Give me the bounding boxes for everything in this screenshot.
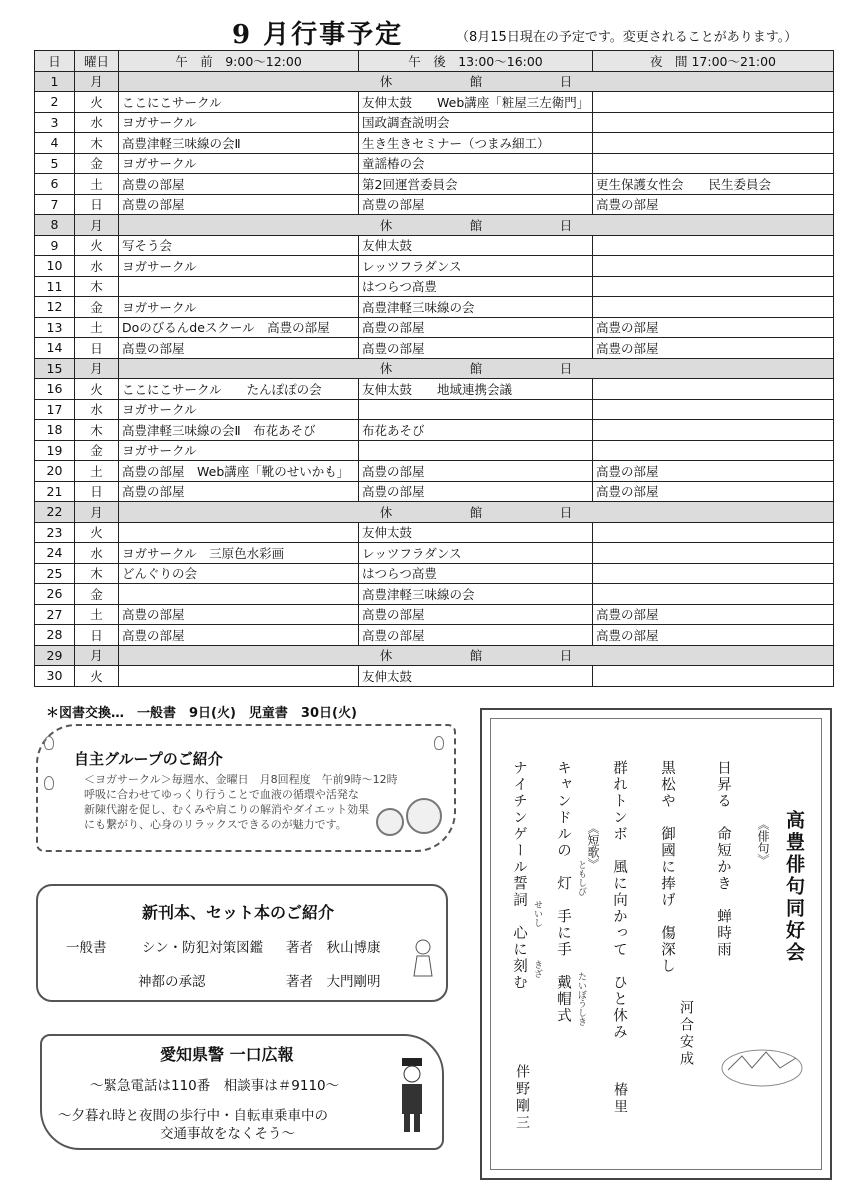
morning-cell: ヨガサークル: [119, 153, 359, 174]
day-cell: 29: [35, 645, 75, 666]
night-cell: [593, 522, 834, 543]
weekday-cell: 木: [75, 563, 119, 584]
group-intro-box: [36, 724, 456, 852]
weekday-cell: 金: [75, 153, 119, 174]
book-author: 著者 秋山博康: [286, 940, 381, 956]
weekday-cell: 土: [75, 317, 119, 338]
day-cell: 7: [35, 194, 75, 215]
night-cell: [593, 276, 834, 297]
haiku-line: 日昇る 命短かき 蝉時雨: [715, 760, 731, 958]
day-cell: 10: [35, 256, 75, 277]
day-cell: 23: [35, 522, 75, 543]
schedule-row: [35, 338, 834, 359]
night-cell: [593, 666, 834, 687]
closed-label: [341, 361, 611, 376]
schedule-row: [35, 666, 834, 687]
day-cell: 11: [35, 276, 75, 297]
intro-line: 新陳代謝を促し、むくみや肩こりの解消やダイエット効果: [84, 803, 370, 816]
morning-cell: 高豊の部屋: [119, 194, 359, 215]
schedule-row: [35, 256, 834, 277]
haiku-club-title: 高豊俳句同好会: [783, 810, 805, 964]
yarn-ball-icon: [406, 798, 442, 834]
col-morning: 午 前 9:00〜12:00: [119, 51, 359, 72]
day-cell: 13: [35, 317, 75, 338]
schedule-row: [35, 461, 834, 482]
day-cell: 21: [35, 481, 75, 502]
afternoon-cell: 高豊津軽三味線の会: [359, 297, 593, 318]
day-cell: 8: [35, 215, 75, 236]
closed-char: 日: [559, 361, 573, 377]
haiku-author: 河合安成: [678, 1000, 694, 1068]
yarn-ball-icon: [376, 808, 404, 836]
police-notice-box: [40, 1034, 444, 1150]
night-cell: 高豊の部屋: [593, 625, 834, 646]
night-cell: 高豊の部屋: [593, 317, 834, 338]
afternoon-cell: 高豊の部屋: [359, 194, 593, 215]
afternoon-cell: レッツフラダンス: [359, 543, 593, 564]
haiku-club-box: [480, 708, 832, 1180]
schedule-row: [35, 379, 834, 400]
ruby-text: たいぼうしき: [576, 972, 586, 1026]
closed-char: 日: [559, 648, 573, 664]
closed-char: 休: [379, 74, 393, 90]
morning-cell: ここにこサークル たんぽぽの会: [119, 379, 359, 400]
weekday-cell: 月: [75, 358, 119, 379]
closed-char: 館: [469, 217, 483, 233]
day-cell: 3: [35, 112, 75, 133]
day-cell: 12: [35, 297, 75, 318]
morning-cell: 高豊の部屋: [119, 604, 359, 625]
police-title: 愛知県警 一口広報: [160, 1045, 294, 1064]
col-afternoon: 午 後 13:00〜16:00: [359, 51, 593, 72]
schedule-row: [35, 440, 834, 461]
day-cell: 2: [35, 92, 75, 113]
morning-cell: ヨガサークル: [119, 297, 359, 318]
weekday-cell: 土: [75, 461, 119, 482]
schedule-row: [35, 543, 834, 564]
schedule-row: [35, 297, 834, 318]
schedule-row: [35, 317, 834, 338]
day-cell: 17: [35, 399, 75, 420]
schedule-row: [35, 502, 834, 523]
closed-cell: [119, 502, 834, 523]
night-cell: [593, 399, 834, 420]
book-title: 神都の承認: [138, 974, 206, 990]
closed-char: 館: [469, 504, 483, 520]
afternoon-cell: 布花あそび: [359, 420, 593, 441]
ruby-text: ともしび: [576, 860, 586, 896]
closed-char: 館: [469, 648, 483, 664]
new-books-box: [36, 884, 448, 1002]
col-night: 夜 間 17:00〜21:00: [593, 51, 834, 72]
morning-cell: [119, 276, 359, 297]
night-cell: [593, 133, 834, 154]
day-cell: 16: [35, 379, 75, 400]
morning-cell: [119, 584, 359, 605]
closed-label: [341, 218, 611, 233]
closed-char: 休: [379, 361, 393, 377]
schedule-row: [35, 481, 834, 502]
day-cell: 4: [35, 133, 75, 154]
weekday-cell: 水: [75, 256, 119, 277]
afternoon-cell: 友伸太鼓: [359, 666, 593, 687]
closed-cell: [119, 71, 834, 92]
day-cell: 25: [35, 563, 75, 584]
day-cell: 30: [35, 666, 75, 687]
day-cell: 22: [35, 502, 75, 523]
weekday-cell: 日: [75, 338, 119, 359]
afternoon-cell: レッツフラダンス: [359, 256, 593, 277]
morning-cell: ヨガサークル: [119, 256, 359, 277]
night-cell: [593, 112, 834, 133]
afternoon-cell: 第2回運営委員会: [359, 174, 593, 195]
afternoon-cell: 童謡椿の会: [359, 153, 593, 174]
tanka-author: 伴野剛三: [514, 1064, 530, 1132]
weekday-cell: 月: [75, 502, 119, 523]
book-title: シン・防犯対策図鑑: [142, 940, 264, 956]
police-line: 〜夕暮れ時と夜間の歩行中・自転車乗車中の: [58, 1108, 328, 1124]
haiku-line: 黒松や 御國に捧げ 傷深し: [659, 760, 675, 975]
weekday-cell: 火: [75, 379, 119, 400]
weekday-cell: 金: [75, 297, 119, 318]
afternoon-cell: [359, 440, 593, 461]
weekday-cell: 火: [75, 92, 119, 113]
schedule-note: （8月15日現在の予定です。変更されることがあります。）: [456, 30, 798, 45]
schedule-row: [35, 645, 834, 666]
closed-char: 休: [379, 504, 393, 520]
schedule-row: [35, 358, 834, 379]
closed-cell: [119, 358, 834, 379]
tulip-icon: [434, 736, 444, 750]
morning-cell: どんぐりの会: [119, 563, 359, 584]
night-cell: [593, 256, 834, 277]
schedule-row: [35, 112, 834, 133]
schedule-header-row: [35, 51, 834, 72]
closed-cell: [119, 645, 834, 666]
afternoon-cell: 高豊の部屋: [359, 461, 593, 482]
morning-cell: 高豊の部屋 Web講座「靴のせいかも」: [119, 461, 359, 482]
afternoon-cell: 友伸太鼓 地域連携会議: [359, 379, 593, 400]
weekday-cell: 金: [75, 584, 119, 605]
police-officer-icon: [392, 1056, 432, 1134]
night-cell: [593, 584, 834, 605]
weekday-cell: 金: [75, 440, 119, 461]
afternoon-cell: 友伸太鼓 Web講座「粧屋三左衛門」: [359, 92, 593, 113]
afternoon-cell: [359, 399, 593, 420]
night-cell: [593, 92, 834, 113]
schedule-row: [35, 235, 834, 256]
weekday-cell: 木: [75, 420, 119, 441]
weekday-cell: 日: [75, 625, 119, 646]
morning-cell: ヨガサークル: [119, 399, 359, 420]
weekday-cell: 水: [75, 543, 119, 564]
afternoon-cell: 高豊の部屋: [359, 317, 593, 338]
schedule-row: [35, 584, 834, 605]
intro-line: にも繋がり、心身のリラックスできるのが魅力です。: [84, 818, 347, 831]
weekday-cell: 土: [75, 604, 119, 625]
morning-cell: [119, 522, 359, 543]
schedule-table: [34, 50, 834, 687]
new-books-title: 新刊本、セット本のご紹介: [142, 903, 335, 922]
closed-char: 館: [469, 74, 483, 90]
ruby-text: せいし: [532, 900, 542, 927]
tanka-line: ナイチンゲール誓詞 心に刻む: [511, 760, 527, 991]
closed-char: 日: [559, 217, 573, 233]
weekday-cell: 火: [75, 522, 119, 543]
closed-char: 休: [379, 217, 393, 233]
col-day: 日: [35, 51, 75, 72]
haiku-inner-border: [490, 718, 822, 1170]
schedule-row: [35, 604, 834, 625]
night-cell: [593, 563, 834, 584]
afternoon-cell: 高豊津軽三味線の会: [359, 584, 593, 605]
schedule-row: [35, 92, 834, 113]
closed-cell: [119, 215, 834, 236]
morning-cell: ヨガサークル 三原色水彩画: [119, 543, 359, 564]
schedule-row: [35, 174, 834, 195]
haiku-label: 《俳句》: [756, 818, 770, 866]
afternoon-cell: 高豊の部屋: [359, 481, 593, 502]
closed-label: [341, 648, 611, 663]
night-cell: [593, 543, 834, 564]
group-intro-body: [84, 772, 414, 832]
weekday-cell: 日: [75, 481, 119, 502]
weekday-cell: 月: [75, 71, 119, 92]
night-cell: [593, 420, 834, 441]
police-line: 〜緊急電話は110番 相談事は＃9110〜: [90, 1078, 340, 1094]
morning-cell: 高豊津軽三味線の会Ⅱ 布花あそび: [119, 420, 359, 441]
afternoon-cell: 生き生きセミナー（つまみ細工）: [359, 133, 593, 154]
morning-cell: [119, 666, 359, 687]
schedule-row: [35, 522, 834, 543]
schedule-row: [35, 563, 834, 584]
day-cell: 18: [35, 420, 75, 441]
day-cell: 9: [35, 235, 75, 256]
night-cell: [593, 153, 834, 174]
ruby-text: きざ: [532, 960, 542, 978]
morning-cell: ヨガサークル: [119, 112, 359, 133]
night-cell: 高豊の部屋: [593, 604, 834, 625]
morning-cell: ヨガサークル: [119, 440, 359, 461]
day-cell: 19: [35, 440, 75, 461]
day-cell: 14: [35, 338, 75, 359]
weekday-cell: 水: [75, 112, 119, 133]
day-cell: 6: [35, 174, 75, 195]
day-cell: 24: [35, 543, 75, 564]
closed-char: 日: [559, 504, 573, 520]
afternoon-cell: 高豊の部屋: [359, 604, 593, 625]
weekday-cell: 月: [75, 215, 119, 236]
landscape-illustration-icon: [720, 1028, 804, 1088]
night-cell: 更生保護女性会 民生委員会: [593, 174, 834, 195]
closed-char: 館: [469, 361, 483, 377]
col-weekday: 曜日: [75, 51, 119, 72]
day-cell: 27: [35, 604, 75, 625]
night-cell: [593, 440, 834, 461]
morning-cell: 高豊の部屋: [119, 625, 359, 646]
tulip-icon: [44, 736, 54, 750]
morning-cell: Doのびるんdeスクール 高豊の部屋: [119, 317, 359, 338]
book-exchange-note: ＊図書交換… 一般書 9日(火) 児童書 30日(火): [46, 706, 357, 721]
closed-char: 日: [559, 74, 573, 90]
day-cell: 28: [35, 625, 75, 646]
schedule-row: [35, 276, 834, 297]
day-cell: 5: [35, 153, 75, 174]
weekday-cell: 水: [75, 399, 119, 420]
group-intro-title: 自主グループのご紹介: [74, 750, 223, 768]
morning-cell: 高豊の部屋: [119, 481, 359, 502]
schedule-row: [35, 399, 834, 420]
tulip-icon: [44, 776, 54, 790]
afternoon-cell: 高豊の部屋: [359, 338, 593, 359]
tanka-line: キャンドルの 灯 手に手 戴帽式: [555, 760, 571, 1024]
schedule-row: [35, 71, 834, 92]
night-cell: [593, 235, 834, 256]
weekday-cell: 日: [75, 194, 119, 215]
morning-cell: 写そう会: [119, 235, 359, 256]
schedule-row: [35, 625, 834, 646]
day-cell: 26: [35, 584, 75, 605]
morning-cell: 高豊の部屋: [119, 174, 359, 195]
day-cell: 1: [35, 71, 75, 92]
closed-char: 休: [379, 648, 393, 664]
night-cell: 高豊の部屋: [593, 338, 834, 359]
tanka-label: 《短歌》: [586, 822, 600, 870]
afternoon-cell: はつらつ高豊: [359, 563, 593, 584]
weekday-cell: 木: [75, 133, 119, 154]
day-cell: 15: [35, 358, 75, 379]
weekday-cell: 火: [75, 235, 119, 256]
intro-line: 呼吸に合わせてゆっくり行うことで血液の循環や活発な: [84, 788, 359, 801]
night-cell: [593, 379, 834, 400]
afternoon-cell: 友伸太鼓: [359, 235, 593, 256]
weekday-cell: 月: [75, 645, 119, 666]
afternoon-cell: 高豊の部屋: [359, 625, 593, 646]
haiku-line: 群れトンボ 風に向かって ひと休み: [611, 760, 627, 1041]
day-cell: 20: [35, 461, 75, 482]
morning-cell: ここにこサークル: [119, 92, 359, 113]
night-cell: 高豊の部屋: [593, 194, 834, 215]
night-cell: [593, 297, 834, 318]
closed-label: [341, 505, 611, 520]
weekday-cell: 木: [75, 276, 119, 297]
night-cell: 高豊の部屋: [593, 461, 834, 482]
weekday-cell: 土: [75, 174, 119, 195]
morning-cell: 高豊の部屋: [119, 338, 359, 359]
book-category: 一般書: [66, 940, 107, 956]
police-line: 交通事故をなくそう〜: [160, 1126, 295, 1142]
schedule-row: [35, 133, 834, 154]
book-author: 著者 大門剛明: [286, 974, 381, 990]
schedule-row: [35, 420, 834, 441]
haiku-author: 椿里: [612, 1082, 628, 1116]
child-reading-icon: [408, 938, 438, 978]
intro-line: ＜ヨガサークル＞毎週水、金曜日 月8回程度 午前9時〜12時: [84, 773, 398, 786]
schedule-row: [35, 153, 834, 174]
afternoon-cell: はつらつ高豊: [359, 276, 593, 297]
morning-cell: 高豊津軽三味線の会Ⅱ: [119, 133, 359, 154]
page-title: 9 月行事予定: [232, 20, 404, 50]
schedule-row: [35, 194, 834, 215]
closed-label: [341, 74, 611, 89]
night-cell: 高豊の部屋: [593, 481, 834, 502]
schedule-row: [35, 215, 834, 236]
afternoon-cell: 国政調査説明会: [359, 112, 593, 133]
weekday-cell: 火: [75, 666, 119, 687]
afternoon-cell: 友伸太鼓: [359, 522, 593, 543]
